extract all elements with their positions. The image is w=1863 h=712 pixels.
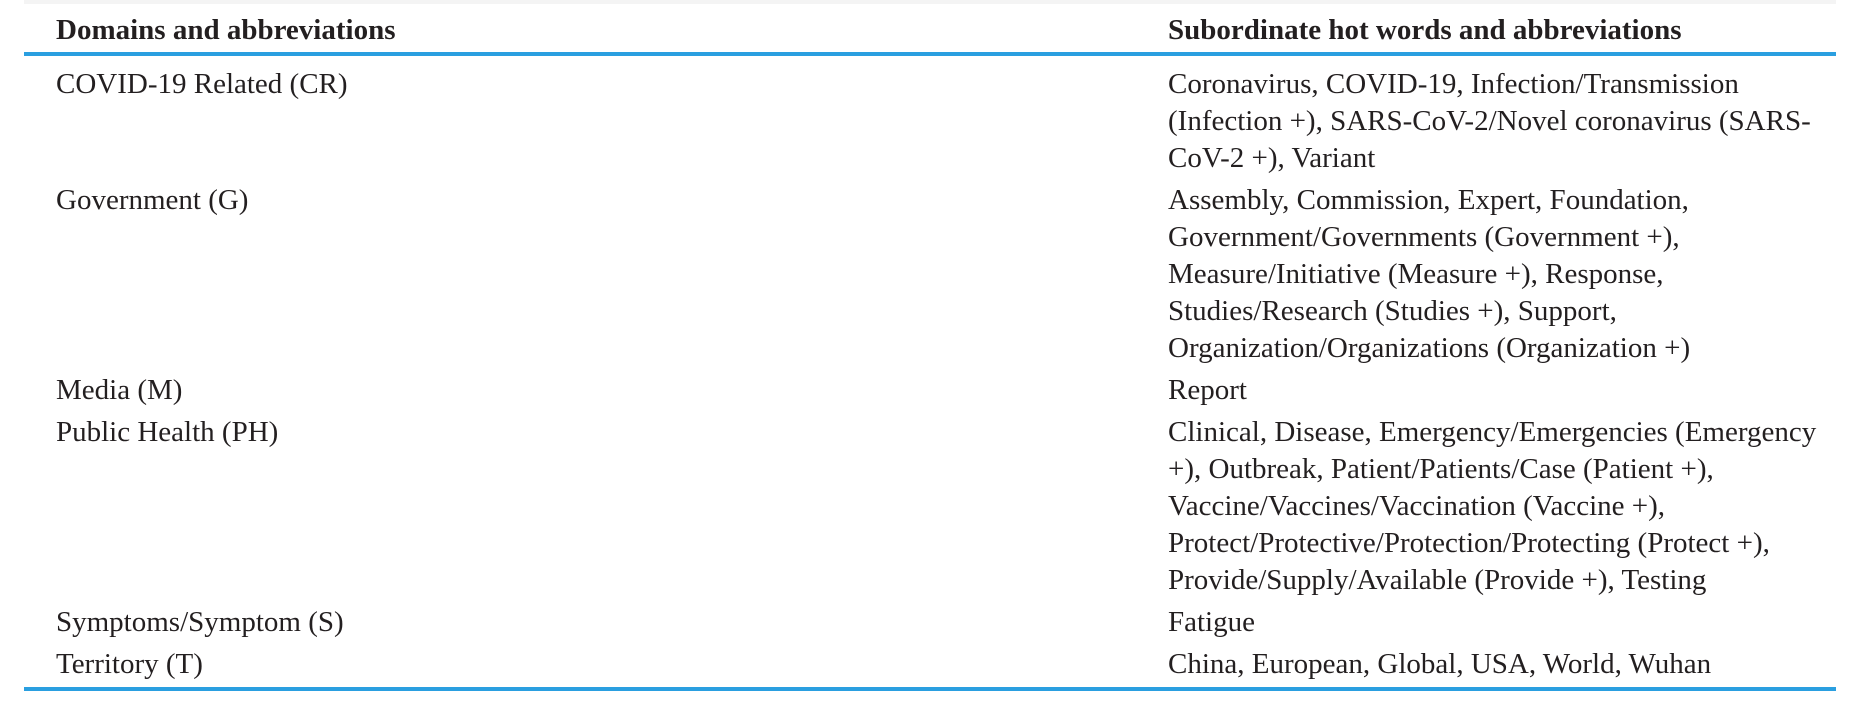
hot-words-cell: Report <box>1168 374 1247 406</box>
domain-cell: Territory (T) <box>24 643 1160 689</box>
hot-words-table-container <box>24 0 1836 691</box>
header-hot-words: Subordinate hot words and abbreviations <box>1160 4 1836 54</box>
hot-words-cell: Assembly, Commission, Expert, Foundation, Government/Governments (Government +), Measure/Initiative (Measure +), Response, Studies/Research (Studies +), Support, Organization/Organizations (Organization +) <box>1168 184 1691 364</box>
table-row <box>24 411 1836 601</box>
domain-cell: Symptoms/Symptom (S) <box>56 606 344 638</box>
hot-words-cell: Fatigue <box>1168 606 1255 638</box>
hot-words-cell: Coronavirus, COVID-19, Infection/Transmission (Infection +), SARS-CoV-2/Novel coronavirus (SARS-CoV-2 +), Variant <box>1168 68 1811 174</box>
hot-words-table <box>24 4 1836 691</box>
table-row <box>24 643 1836 689</box>
header-domains: Domains and abbreviations <box>24 4 1160 54</box>
table-row <box>24 601 1836 643</box>
table-row <box>24 369 1836 411</box>
domain-cell: Public Health (PH) <box>56 416 279 448</box>
domain-cell: Media (M) <box>56 374 183 406</box>
hot-words-cell: China, European, Global, USA, World, Wuhan <box>1160 643 1836 689</box>
domain-cell: Government (G) <box>56 184 249 216</box>
table-row <box>24 179 1836 369</box>
domain-cell: COVID-19 Related (CR) <box>56 68 348 100</box>
hot-words-cell: Clinical, Disease, Emergency/Emergencies (Emergency +), Outbreak, Patient/Patients/Case (Patient +), Vaccine/Vaccines/Vaccination (Vaccine +), Protect/Protective/Protection/Protecting (Protect +), Provide/Supply/Available (Provide +), Testing <box>1168 416 1817 596</box>
table-header-row <box>24 4 1836 54</box>
table-row <box>24 54 1836 179</box>
